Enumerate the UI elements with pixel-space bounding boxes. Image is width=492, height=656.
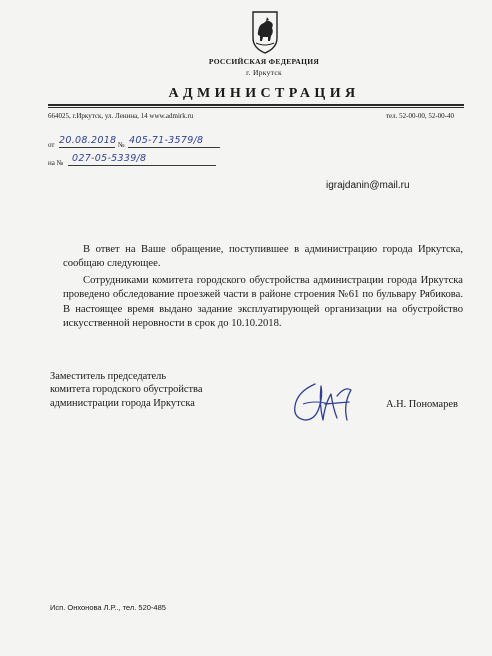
organization-heading: АДМИНИСТРАЦИЯ — [168, 86, 360, 101]
signatory-name: А.Н. Пономарев — [386, 399, 458, 410]
city-heading: г. Иркутск — [246, 68, 282, 77]
header-divider-thin — [48, 107, 464, 108]
letter-date: 20.08.2018 — [59, 135, 117, 146]
incoming-label: на № — [48, 159, 64, 167]
incoming-number: 027-05-5339/8 — [72, 153, 147, 164]
irkutsk-coat-of-arms-icon — [250, 10, 280, 54]
recipient-email: igrajdanin@mail.ru — [326, 180, 410, 191]
body-paragraph-2: Сотрудниками комитета городского обустройства администрации города Иркутска проведено обследование проезжей части в районе строения №61 по бульвару Рябикова. В настоящее время выдано задание эксплуатирующей организации на обустройство искусственной неровности в срок до 10.10.2018. — [63, 275, 463, 329]
organization-phones: тел. 52-00-00, 52-00-40 — [386, 112, 454, 120]
date-underline — [59, 147, 115, 148]
incoming-underline — [68, 165, 216, 166]
from-label: от — [48, 141, 55, 149]
organization-address: 664025, г.Иркутск, ул. Ленина, 14 www.admirk.ru — [48, 112, 194, 120]
header-divider-thick — [48, 104, 464, 106]
executor-info: Исп. Онхонова Л.Р.., тел. 520-485 — [50, 603, 166, 612]
body-paragraph-1: В ответ на Ваше обращение, поступившее в администрацию города Иркутска, сообщаю следующее. — [63, 244, 463, 270]
federation-heading: РОССИЙСКАЯ ФЕДЕРАЦИЯ — [208, 57, 320, 66]
number-underline — [128, 147, 220, 148]
signatory-position: Заместитель председатель комитета городского обустройства администрации города Иркутска — [50, 371, 203, 409]
letter-number: 405-71-3579/8 — [129, 135, 204, 146]
number-label: № — [118, 141, 125, 149]
handwritten-signature — [285, 374, 365, 430]
